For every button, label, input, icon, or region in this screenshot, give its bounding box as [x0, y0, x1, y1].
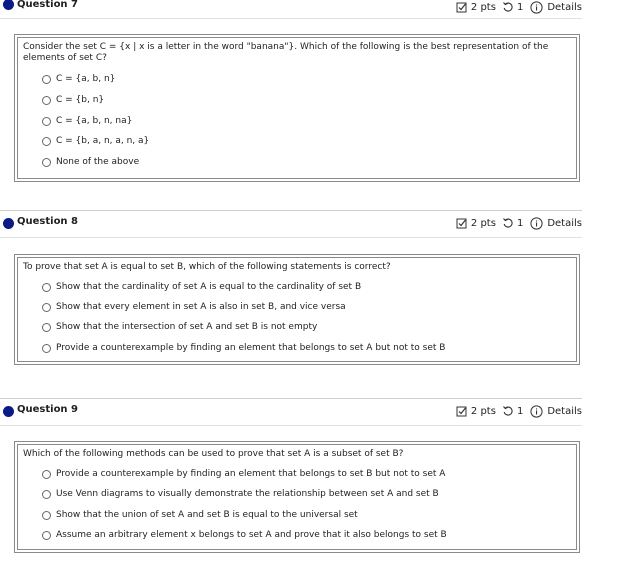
option-label[interactable]: C = {a, b, n}: [56, 74, 116, 84]
details-link[interactable]: Details: [547, 217, 582, 229]
question-title: Question 8: [17, 216, 78, 227]
retry-icon: [502, 217, 514, 229]
radio-button[interactable]: [42, 323, 51, 332]
question-prompt: To prove that set A is equal to set B, which of the following statements is correct?: [23, 262, 391, 272]
option-label[interactable]: Show that every element in set A is also in set B, and vice versa: [56, 302, 346, 312]
radio-button[interactable]: [42, 344, 51, 353]
question-title: Question 7: [17, 0, 78, 10]
info-icon[interactable]: [530, 1, 543, 14]
question-header: [0, 210, 582, 238]
retry-icon: [502, 405, 514, 417]
points-label: 2 pts: [470, 217, 496, 229]
option-label[interactable]: Show that the union of set A and set B is equal to the universal set: [56, 510, 358, 520]
option-label[interactable]: C = {a, b, n, na}: [56, 116, 133, 126]
option-label[interactable]: Provide a counterexample by finding an element that belongs to set B but not to set A: [56, 469, 446, 479]
answer-option[interactable]: [42, 320, 317, 334]
question-title: Question 9: [17, 404, 78, 415]
edit-checkbox-icon: [456, 217, 468, 229]
question-meta: [456, 0, 582, 16]
option-label[interactable]: Use Venn diagrams to visually demonstrate the relationship between set A and set B: [56, 489, 439, 499]
question-header: [0, 398, 582, 426]
attempts-count: 1: [516, 405, 524, 417]
option-label[interactable]: None of the above: [56, 157, 140, 167]
attempts-count: 1: [516, 1, 524, 13]
points-label: 2 pts: [470, 1, 496, 13]
retry-icon: [502, 1, 514, 13]
radio-button[interactable]: [42, 283, 51, 292]
question-prompt: Consider the set C = {x | x is a letter in the word "banana"}. Which of the following is the best representation of the elements of set C?: [23, 42, 549, 63]
question-meta: [456, 402, 582, 420]
answer-option[interactable]: [42, 508, 358, 522]
radio-button[interactable]: [42, 158, 51, 167]
radio-button[interactable]: [42, 117, 51, 126]
question-status-dot: [3, 218, 14, 229]
info-icon[interactable]: [530, 405, 543, 418]
answer-option[interactable]: [42, 114, 132, 128]
question-inner-box: [17, 444, 577, 550]
option-label[interactable]: C = {b, a, n, a, n, a}: [56, 136, 150, 146]
answer-option[interactable]: [42, 487, 439, 501]
answer-option[interactable]: [42, 72, 115, 86]
option-label[interactable]: C = {b, n}: [56, 95, 105, 105]
radio-button[interactable]: [42, 303, 51, 312]
radio-button[interactable]: [42, 490, 51, 499]
info-icon[interactable]: [530, 217, 543, 230]
radio-button[interactable]: [42, 531, 51, 540]
details-link[interactable]: Details: [547, 1, 582, 13]
option-label[interactable]: Assume an arbitrary element x belongs to set A and prove that it also belongs to set B: [56, 530, 447, 540]
question-box: [14, 34, 580, 182]
question-meta: [456, 214, 582, 232]
radio-button[interactable]: [42, 75, 51, 84]
option-label[interactable]: Show that the cardinality of set A is equal to the cardinality of set B: [56, 282, 362, 292]
answer-option[interactable]: [42, 300, 346, 314]
radio-button[interactable]: [42, 470, 51, 479]
question-status-dot: [3, 406, 14, 417]
question-inner-box: [17, 257, 577, 362]
answer-option[interactable]: [42, 93, 104, 107]
option-label[interactable]: Provide a counterexample by finding an element that belongs to set A but not to set B: [56, 343, 446, 353]
points-label: 2 pts: [470, 405, 496, 417]
question-header: [0, 0, 582, 19]
question-box: [14, 441, 580, 553]
radio-button[interactable]: [42, 137, 51, 146]
option-label[interactable]: Show that the intersection of set A and set B is not empty: [56, 322, 318, 332]
radio-button[interactable]: [42, 511, 51, 520]
answer-option[interactable]: [42, 134, 149, 148]
question-inner-box: [17, 37, 577, 179]
edit-checkbox-icon: [456, 405, 468, 417]
answer-option[interactable]: [42, 280, 361, 294]
answer-option[interactable]: [42, 155, 139, 169]
details-link[interactable]: Details: [547, 405, 582, 417]
question-status-dot: [3, 0, 14, 10]
question-box: [14, 254, 580, 365]
edit-checkbox-icon: [456, 1, 468, 13]
answer-option[interactable]: [42, 341, 445, 355]
answer-option[interactable]: [42, 467, 445, 481]
radio-button[interactable]: [42, 96, 51, 105]
question-prompt: Which of the following methods can be used to prove that set A is a subset of set B?: [23, 449, 404, 459]
answer-option[interactable]: [42, 528, 447, 542]
attempts-count: 1: [516, 217, 524, 229]
